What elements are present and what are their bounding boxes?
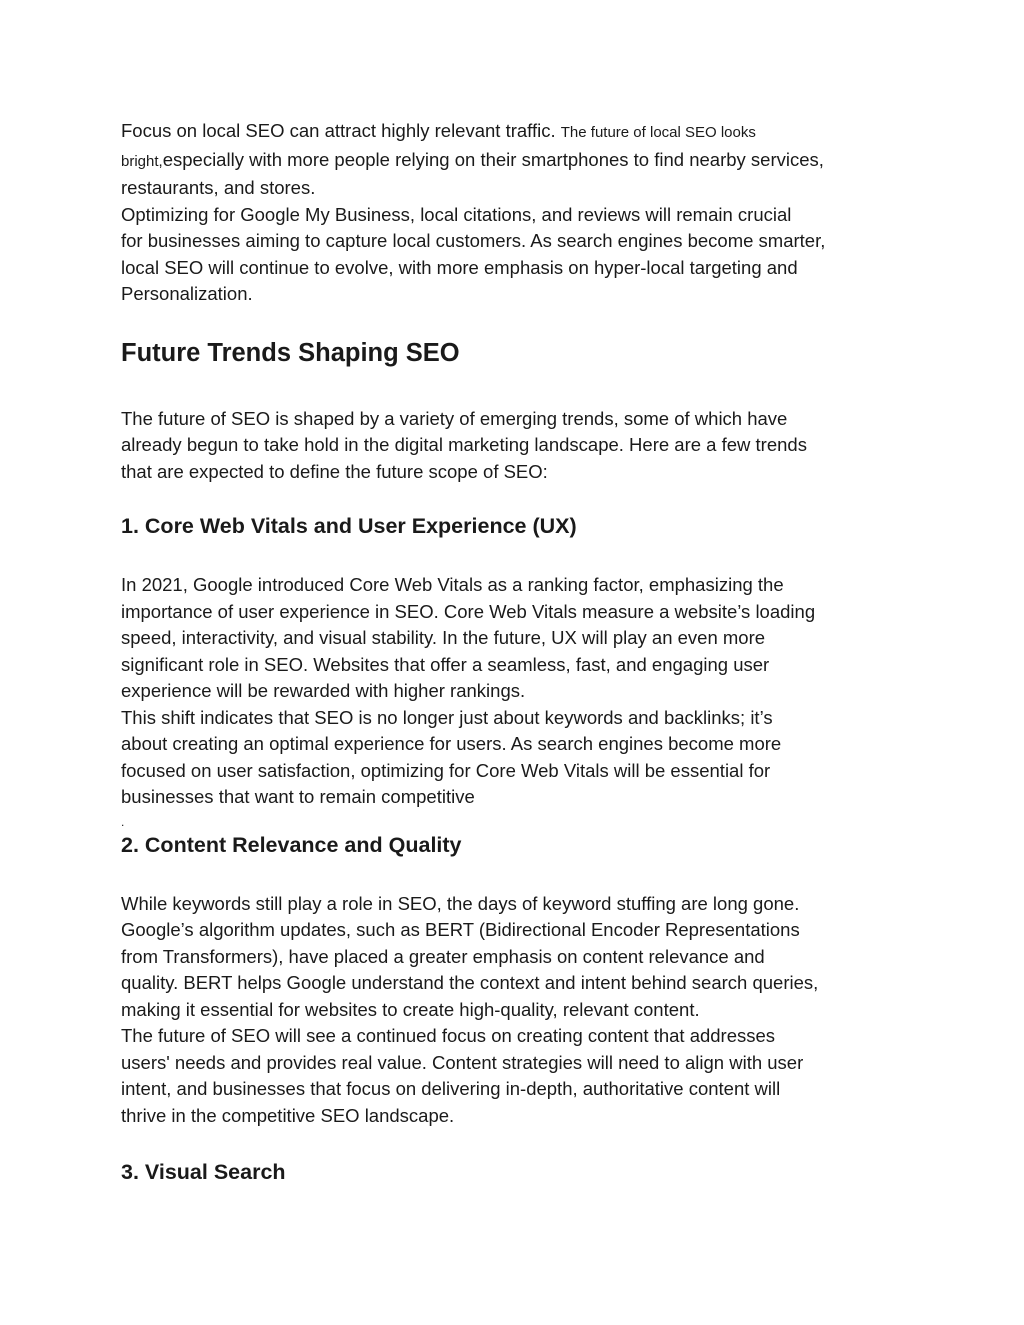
text-line: already begun to take hold in the digital marketing landscape. Here are a few trends (121, 434, 807, 455)
text-line: local SEO will continue to evolve, with more emphasis on hyper-local targeting and (121, 256, 798, 278)
text-line: from Transformers), have placed a greater emphasis on content relevance and (121, 945, 765, 967)
text-line: focused on user satisfaction, optimizing for Core Web Vitals will be essential for (121, 759, 771, 781)
small-text-run: bright, (121, 152, 163, 170)
text-line: users' needs and provides real value. Content strategies will need to align with user (121, 1051, 804, 1073)
text-line: speed, interactivity, and visual stability. In the future, UX will play an even more (121, 627, 766, 648)
section-intro-paragraph (121, 406, 911, 486)
text-run: especially with more people relying on their smartphones to find nearby services, (162, 148, 824, 170)
text-line: for businesses aiming to capture local customers. As search engines become smarter, (121, 230, 826, 251)
trend-2-heading: 2. Content Relevance and Quality (121, 832, 462, 857)
text-line: experience will be rewarded with higher rankings. (121, 680, 526, 701)
trend-1-heading: 1. Core Web Vitals and User Experience (UX) (121, 514, 577, 538)
trend-3-heading: 3. Visual Search (121, 1160, 286, 1184)
text-line: The future of SEO will see a continued focus on creating content that addresses (121, 1025, 776, 1046)
text-line: that are expected to define the future scope of SEO: (121, 460, 548, 482)
text-line (121, 147, 911, 176)
small-text-run: The future of local SEO looks (560, 124, 756, 141)
local-seo-paragraph (121, 118, 911, 308)
text-line: In 2021, Google introduced Core Web Vitals as a ranking factor, emphasizing the (121, 574, 784, 595)
text-line: quality. BERT helps Google understand the context and intent behind search queries, (121, 972, 819, 993)
text-line: importance of user experience in SEO. Core Web Vitals measure a website’s loading (121, 600, 816, 622)
text-line: significant role in SEO. Websites that offer a seamless, fast, and engaging user (121, 653, 770, 675)
text-line: Google’s algorithm updates, such as BERT (Bidirectional Encoder Representations (121, 919, 800, 940)
text-line: Optimizing for Google My Business, local citations, and reviews will remain crucial (121, 203, 792, 225)
trailing-period: . (121, 814, 125, 829)
text-run: Focus on local SEO can attract highly relevant traffic. (121, 120, 561, 141)
document-page (121, 118, 911, 1186)
text-line: businesses that want to remain competitive (121, 786, 475, 807)
text-line: thrive in the competitive SEO landscape. (121, 1104, 455, 1126)
section-heading: Future Trends Shaping SEO (121, 338, 460, 367)
text-line: intent, and businesses that focus on delivering in-depth, authoritative content will (121, 1078, 781, 1099)
text-line: making it essential for websites to create high-quality, relevant content. (121, 998, 700, 1020)
text-line: Personalization. (121, 283, 253, 304)
text-line: While keywords still play a role in SEO, the days of keyword stuffing are long gone. (121, 892, 800, 914)
text-line: restaurants, and stores. (121, 177, 316, 198)
text-line: This shift indicates that SEO is no longer just about keywords and backlinks; it’s (121, 706, 773, 728)
text-line: The future of SEO is shaped by a variety of emerging trends, some of which have (121, 407, 788, 429)
trend-2-paragraph (121, 891, 911, 1130)
trend-1-paragraph (121, 572, 911, 811)
text-line: about creating an optimal experience for users. As search engines become more (121, 733, 782, 754)
text-line (121, 118, 911, 147)
